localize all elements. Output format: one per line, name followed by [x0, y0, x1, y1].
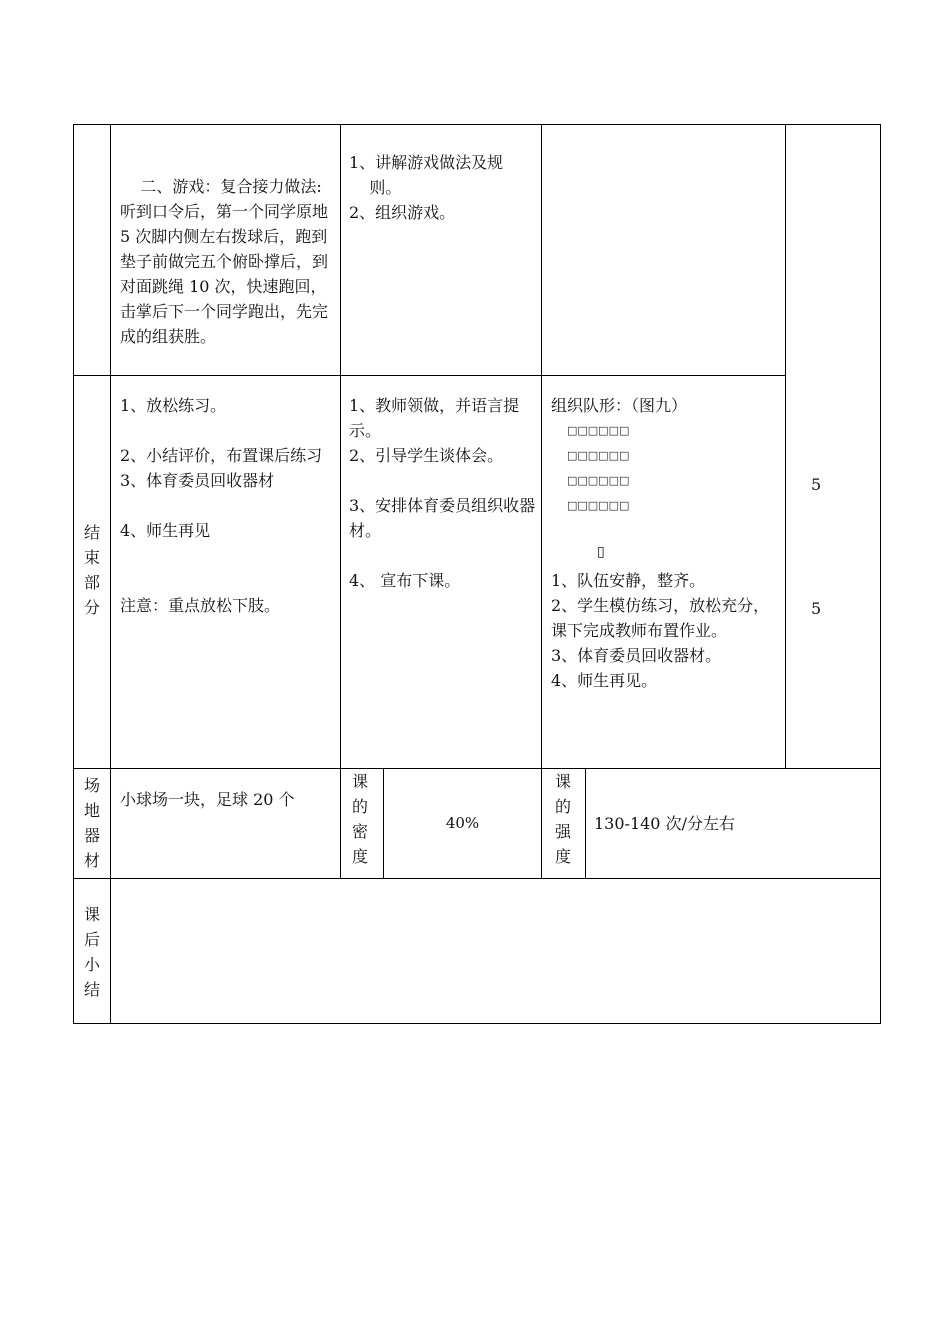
teacher-step: 1、教师领做，并语言提示。	[349, 396, 520, 440]
end-content-line	[120, 418, 336, 443]
end-section-content	[120, 393, 336, 618]
formation-diagram	[567, 418, 629, 518]
formation-row: □□□□□□	[567, 474, 630, 487]
org-note: 2、学生模仿练习，放松充分，课下完成教师布置作业。	[551, 596, 770, 640]
summary-label: 课 后 小 结	[83, 905, 100, 999]
equipment-text: 小球场一块，足球 20 个	[120, 790, 295, 809]
intensity-value: 130-140 次/分左右	[594, 814, 735, 833]
end-content-line: 4、师生再见	[120, 521, 211, 540]
table-border-left	[73, 124, 74, 1024]
col-divider-teacher	[340, 124, 341, 878]
row-divider-end-section	[73, 375, 786, 376]
teacher-step	[349, 543, 537, 568]
teacher-step: 1、讲解游戏做法及规	[349, 153, 504, 172]
col-divider-time	[785, 124, 786, 768]
end-content-line	[120, 493, 336, 518]
end-content-line	[120, 568, 336, 593]
end-section-label: 结 束 部 分	[83, 523, 100, 617]
org-notes	[551, 568, 781, 693]
table-border-bottom	[73, 1023, 881, 1024]
teacher-step: 4、 宣布下课。	[349, 571, 461, 590]
table-border-top	[73, 124, 881, 125]
game-content: 二、游戏：复合接力做法:听到口令后，第一个同学原地 5 次脚内侧左右拨球后，跑到垫子前做完五个俯卧撑后，到对面跳绳 10 次，快速跑回，击掌后下一个同学跑出，先完成的组获胜。	[120, 177, 334, 346]
col-divider-intensity-value	[585, 768, 586, 878]
time-value: 5	[811, 599, 822, 618]
teacher-step: 3、安排体育委员组织收器材。	[349, 496, 536, 540]
end-teacher-steps	[349, 393, 537, 593]
formation-row: □□□□□□	[567, 424, 630, 437]
table-border-right	[880, 124, 881, 1024]
org-note: 1、队伍安静，整齐。	[551, 571, 706, 590]
end-content-line: 2、小结评价，布置课后练习	[120, 446, 323, 465]
teacher-step	[349, 468, 537, 493]
teacher-step: 2、组织游戏。	[349, 203, 456, 222]
org-note: 4、师生再见。	[551, 671, 658, 690]
formation-row: □□□□□□	[567, 449, 630, 462]
time-value: 5	[811, 475, 822, 494]
teacher-position-icon: ▯	[597, 544, 605, 560]
formation-row: □□□□□□	[567, 499, 630, 512]
intensity-label: 课 的 强 度	[554, 772, 571, 866]
end-content-line: 1、放松练习。	[120, 396, 227, 415]
end-content-line: 注意：重点放松下肢。	[120, 596, 281, 615]
density-value: 40%	[445, 814, 480, 832]
col-divider-org	[541, 124, 542, 878]
org-formation-title: 组织队形：（图九）	[551, 396, 688, 415]
org-note: 3、体育委员回收器材。	[551, 646, 722, 665]
game-teacher-steps	[349, 150, 539, 225]
end-content-line	[120, 543, 336, 568]
teacher-step: 则。	[349, 178, 402, 197]
density-label: 课 的 密 度	[351, 772, 368, 866]
venue-label: 场 地 器 材	[83, 776, 100, 870]
row-divider-summary	[73, 878, 881, 879]
end-content-line: 3、体育委员回收器材	[120, 471, 275, 490]
teacher-step: 2、引导学生谈体会。	[349, 446, 504, 465]
row-divider-venue	[73, 768, 881, 769]
col-divider-label	[110, 124, 111, 1024]
